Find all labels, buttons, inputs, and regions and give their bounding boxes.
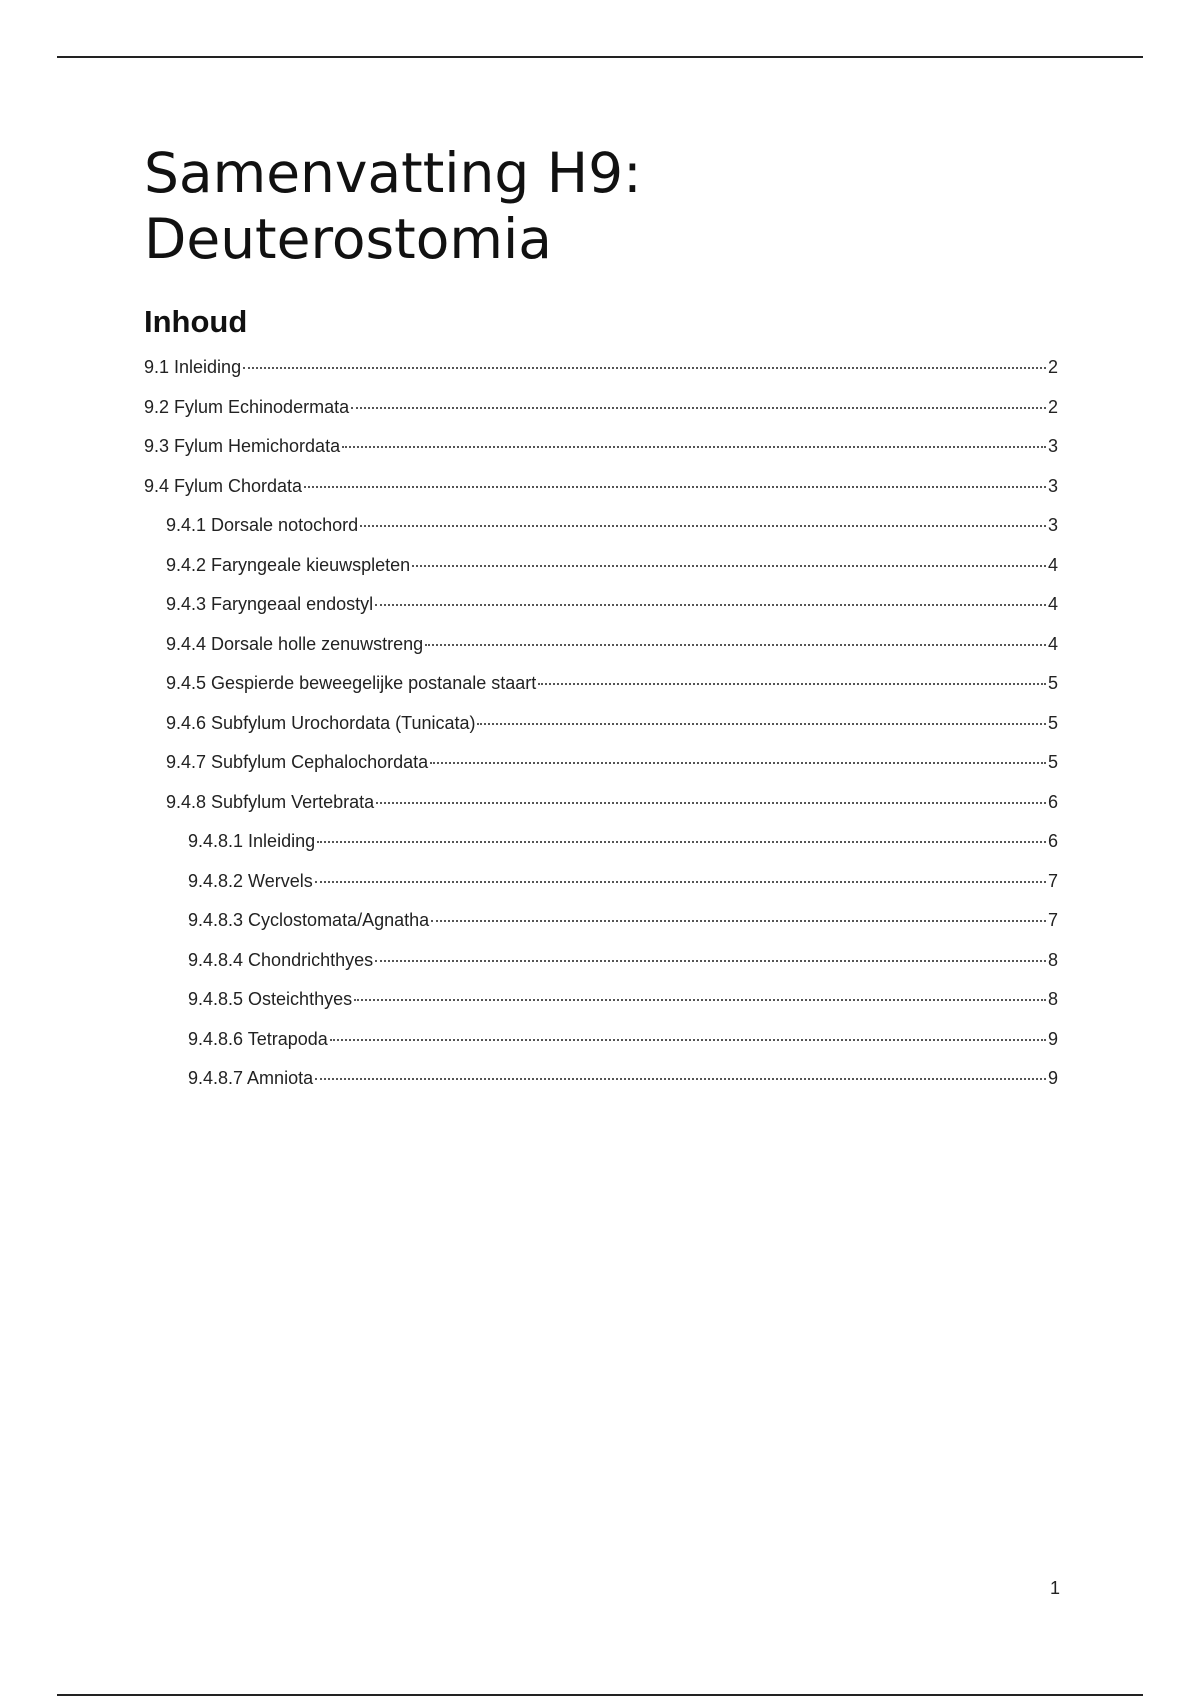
toc-entry-page: 3: [1047, 436, 1058, 456]
toc-entry-label: 9.4.7 Subfylum Cephalochordata: [166, 752, 429, 772]
toc-entry[interactable]: [144, 670, 1058, 710]
toc-entry-page: 5: [1047, 712, 1058, 733]
table-of-contents: [144, 354, 1058, 1105]
document-title-line-2: Deuterostomia: [144, 207, 552, 271]
toc-leader-dots: [376, 802, 1046, 804]
page-number: 1: [1049, 1578, 1060, 1598]
toc-entry[interactable]: [144, 749, 1058, 789]
toc-entry-page: 6: [1047, 791, 1058, 812]
toc-entry-label: 9.4.4 Dorsale holle zenuwstreng: [166, 633, 424, 654]
toc-entry-page: 7: [1047, 910, 1058, 930]
toc-entry-label: 9.4.2 Faryngeale kieuwspleten: [166, 554, 411, 575]
toc-entry-page: 5: [1047, 752, 1058, 772]
toc-leader-dots: [431, 920, 1046, 922]
toc-leader-dots: [315, 1078, 1046, 1080]
document-body: [144, 140, 1058, 1105]
toc-entry-label: 9.4.8.2 Wervels: [188, 870, 313, 891]
toc-entry[interactable]: [144, 986, 1058, 1026]
toc-entry-page: 3: [1047, 475, 1058, 496]
toc-entry-label: 9.4.8.4 Chondrichthyes: [188, 949, 374, 970]
toc-entry[interactable]: [144, 789, 1058, 829]
toc-entry-page: 3: [1047, 515, 1058, 535]
toc-leader-dots: [477, 723, 1046, 725]
toc-entry[interactable]: [144, 552, 1058, 592]
toc-leader-dots: [351, 407, 1046, 409]
toc-leader-dots: [315, 881, 1046, 883]
toc-leader-dots: [375, 960, 1046, 962]
toc-heading: Inhoud: [144, 304, 248, 339]
toc-entry-page: 8: [1047, 949, 1058, 970]
toc-entry[interactable]: [144, 591, 1058, 631]
toc-entry-label: 9.4.8.5 Osteichthyes: [188, 989, 353, 1009]
toc-entry-label: 9.4.8 Subfylum Vertebrata: [166, 791, 375, 812]
toc-entry-page: 5: [1047, 673, 1058, 693]
document-title-line-1: Samenvatting H9:: [144, 141, 642, 205]
toc-entry-page: 9: [1047, 1068, 1058, 1088]
toc-entry-page: 9: [1047, 1028, 1058, 1049]
toc-entry-label: 9.4.8.6 Tetrapoda: [188, 1028, 328, 1049]
toc-entry[interactable]: [144, 354, 1058, 394]
toc-leader-dots: [375, 604, 1046, 606]
toc-entry[interactable]: [144, 868, 1058, 908]
toc-entry-label: 9.4 Fylum Chordata: [144, 475, 303, 496]
toc-entry-label: 9.4.8.1 Inleiding: [188, 831, 316, 851]
toc-entry[interactable]: [144, 473, 1058, 513]
toc-entry-page: 2: [1047, 357, 1058, 377]
toc-entry[interactable]: [144, 433, 1058, 473]
toc-leader-dots: [412, 565, 1046, 567]
toc-leader-dots: [304, 486, 1046, 488]
toc-entry[interactable]: [144, 512, 1058, 552]
toc-entry-label: 9.3 Fylum Hemichordata: [144, 436, 341, 456]
footer-rule: [57, 1694, 1143, 1696]
toc-entry-label: 9.4.1 Dorsale notochord: [166, 515, 359, 535]
toc-leader-dots: [360, 525, 1046, 527]
toc-leader-dots: [538, 683, 1046, 685]
toc-leader-dots: [354, 999, 1046, 1001]
header-rule: [57, 56, 1143, 58]
toc-entry[interactable]: [144, 710, 1058, 750]
toc-entry-label: 9.4.8.3 Cyclostomata/Agnatha: [188, 910, 430, 930]
toc-leader-dots: [243, 367, 1046, 369]
toc-entry-page: 2: [1047, 396, 1058, 417]
toc-leader-dots: [430, 762, 1046, 764]
toc-entry[interactable]: [144, 394, 1058, 434]
toc-entry-page: 6: [1047, 831, 1058, 851]
toc-entry-label: 9.1 Inleiding: [144, 357, 242, 377]
toc-entry-label: 9.4.3 Faryngeaal endostyl: [166, 594, 374, 614]
toc-entry-page: 8: [1047, 989, 1058, 1009]
toc-leader-dots: [342, 446, 1046, 448]
toc-entry[interactable]: [144, 907, 1058, 947]
toc-entry-label: 9.2 Fylum Echinodermata: [144, 396, 350, 417]
toc-leader-dots: [330, 1039, 1046, 1041]
toc-entry-page: 4: [1047, 633, 1058, 654]
toc-entry[interactable]: [144, 828, 1058, 868]
toc-entry-label: 9.4.8.7 Amniota: [188, 1068, 314, 1088]
toc-leader-dots: [425, 644, 1046, 646]
toc-entry-page: 4: [1047, 594, 1058, 614]
toc-entry[interactable]: [144, 1026, 1058, 1066]
toc-entry-label: 9.4.5 Gespierde beweegelijke postanale staart: [166, 673, 537, 693]
toc-entry[interactable]: [144, 947, 1058, 987]
toc-entry[interactable]: [144, 1065, 1058, 1105]
toc-entry-page: 4: [1047, 554, 1058, 575]
document-title: [144, 140, 1058, 272]
toc-entry-page: 7: [1047, 870, 1058, 891]
toc-leader-dots: [317, 841, 1046, 843]
toc-entry[interactable]: [144, 631, 1058, 671]
toc-entry-label: 9.4.6 Subfylum Urochordata (Tunicata): [166, 712, 476, 733]
